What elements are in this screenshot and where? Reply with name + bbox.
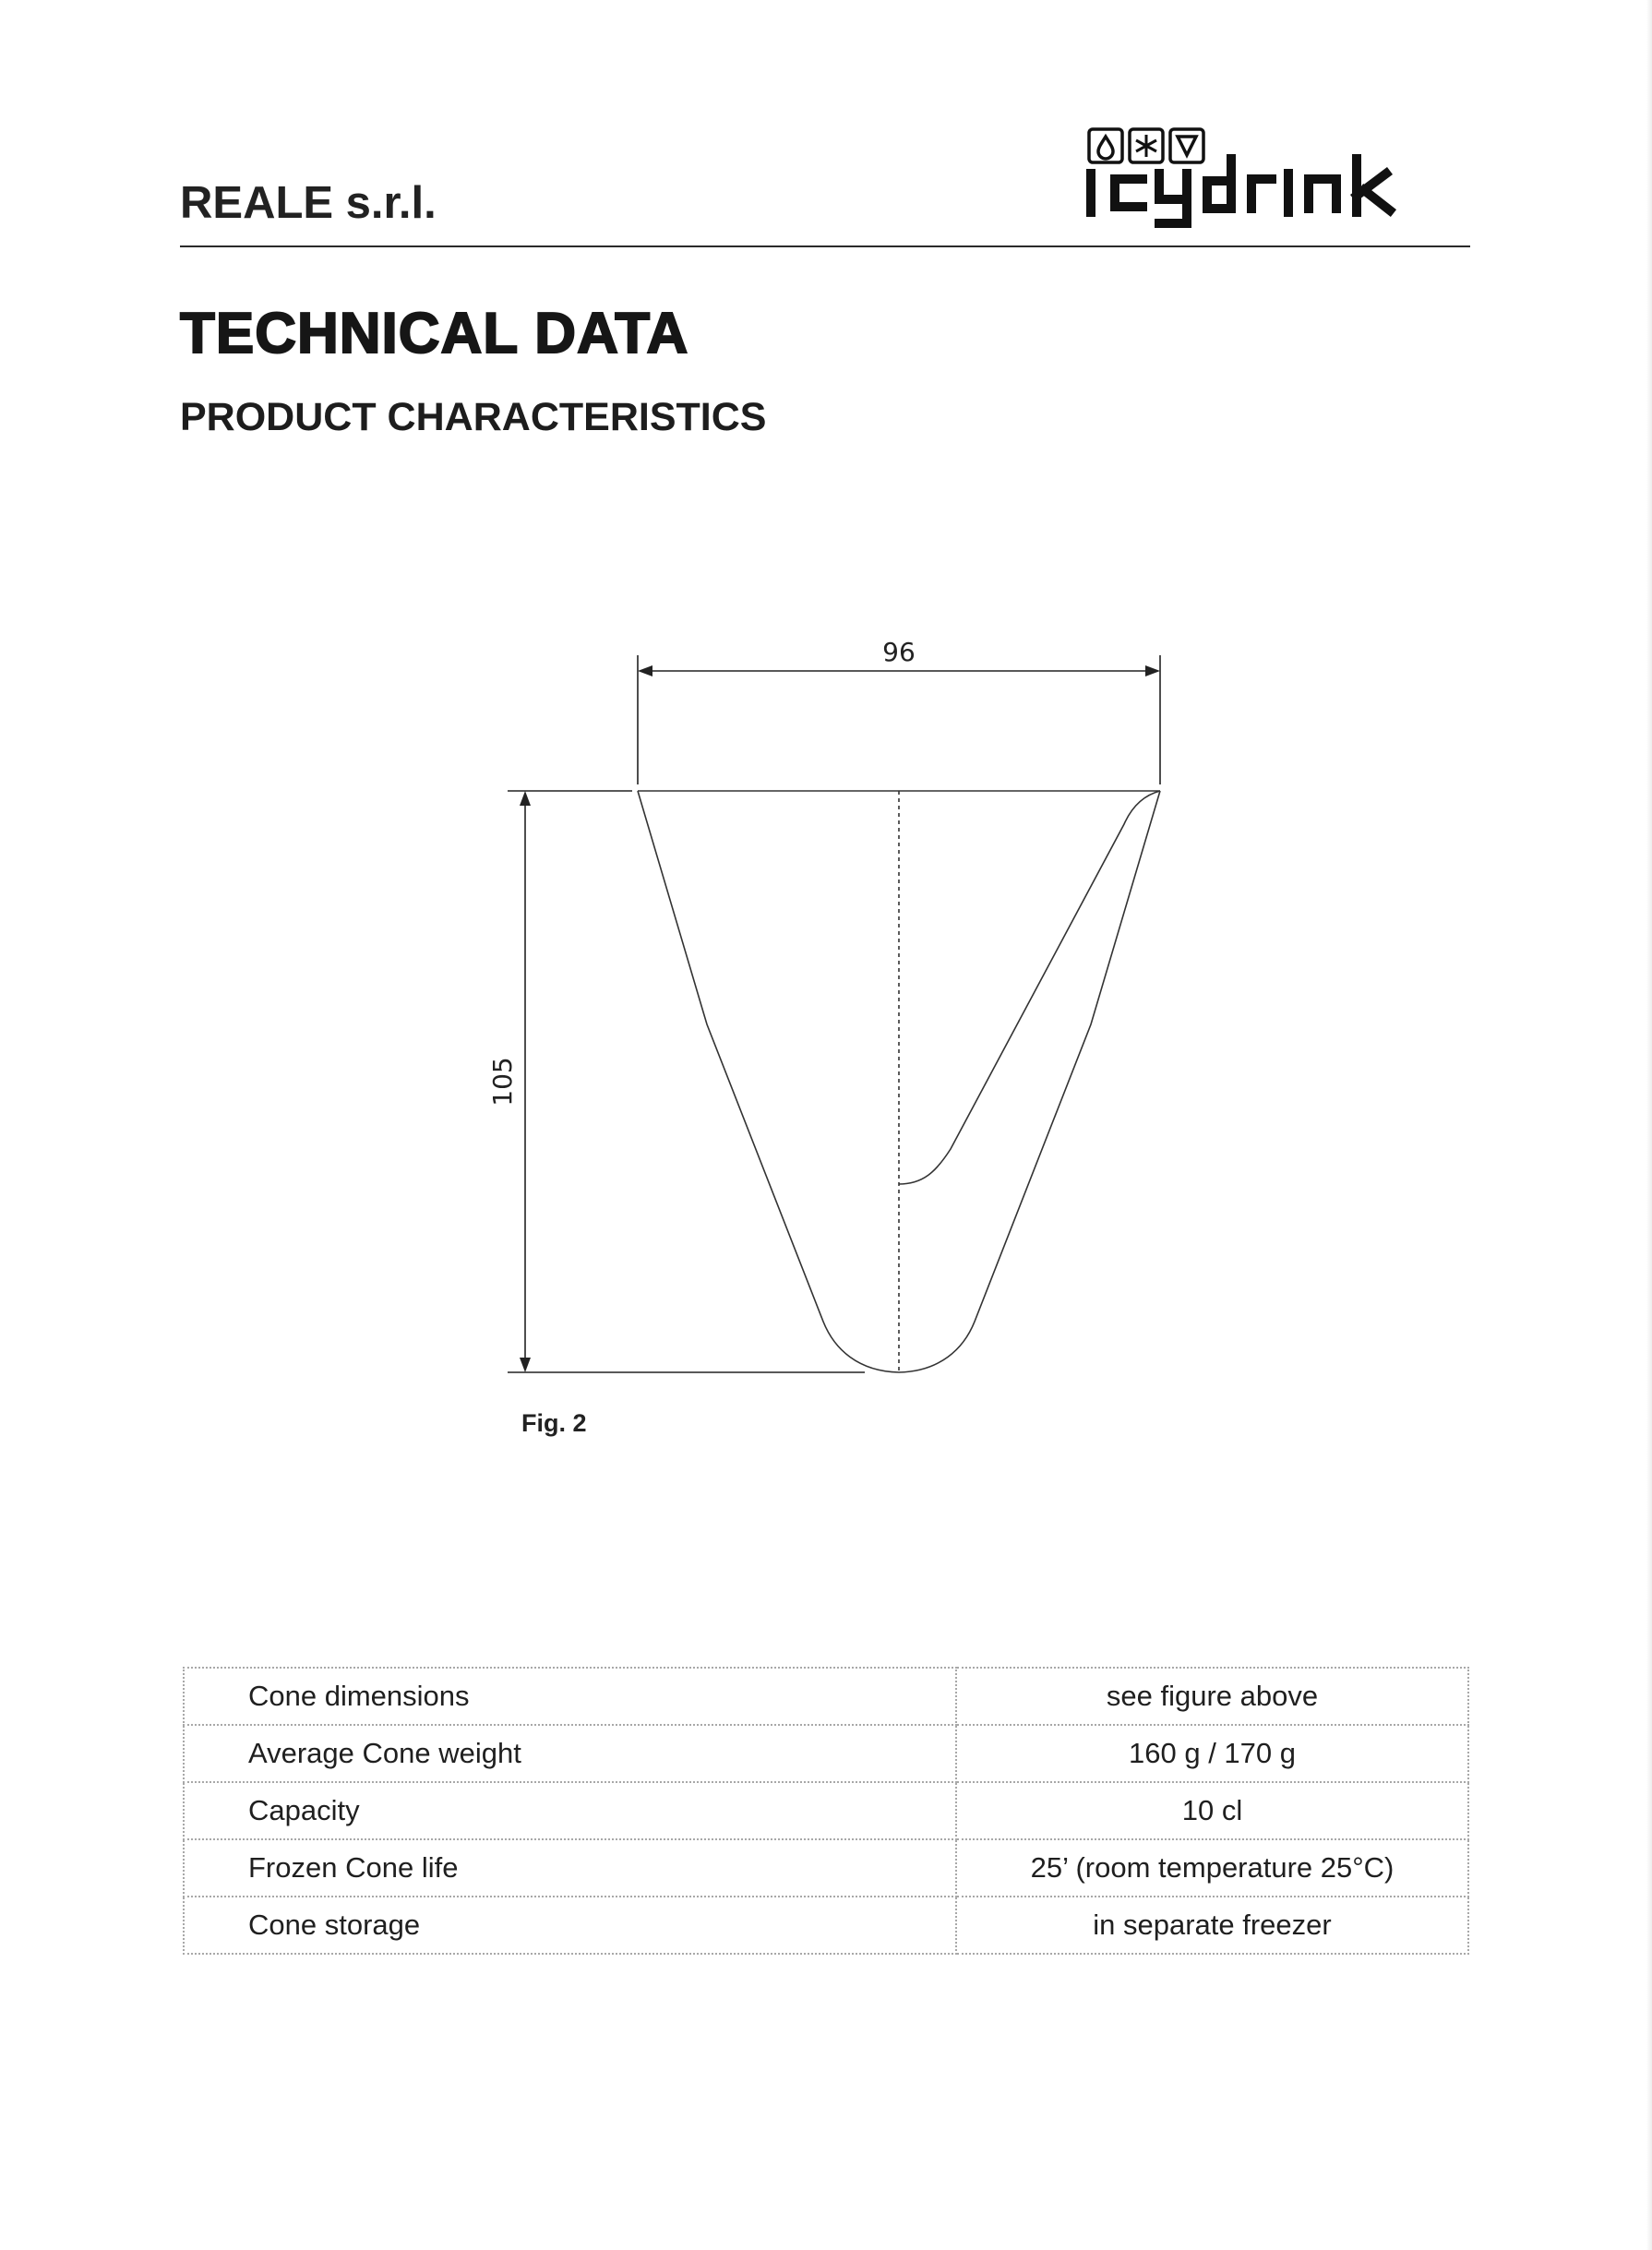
spec-value: 10 cl [956, 1782, 1468, 1839]
spec-value: see figure above [956, 1668, 1468, 1725]
arrow-right-icon [1145, 665, 1160, 676]
page-edge-shadow [1646, 0, 1652, 2250]
spec-label: Frozen Cone life [184, 1839, 956, 1897]
spec-value: in separate freezer [956, 1897, 1468, 1954]
header-divider [180, 245, 1470, 247]
spec-value: 160 g / 170 g [956, 1725, 1468, 1782]
width-label: 96 [882, 637, 916, 667]
spec-value: 25’ (room temperature 25°C) [956, 1839, 1468, 1897]
arrow-left-icon [638, 665, 652, 676]
cone-inner-curve [899, 791, 1160, 1184]
page-title: TECHNICAL DATA [180, 302, 689, 365]
section-subtitle: PRODUCT CHARACTERISTICS [180, 395, 767, 439]
arrow-down-icon [520, 1358, 531, 1372]
cone-dimension-drawing [461, 628, 1218, 1403]
arrow-up-icon [520, 791, 531, 806]
table-row [184, 1839, 1468, 1897]
table-row [184, 1897, 1468, 1954]
figure-caption: Fig. 2 [521, 1409, 587, 1437]
spec-label: Cone dimensions [184, 1668, 956, 1725]
spec-label: Capacity [184, 1782, 956, 1839]
height-label: 105 [487, 1057, 518, 1107]
spec-label: Average Cone weight [184, 1725, 956, 1782]
company-name: REALE s.r.l. [180, 178, 437, 228]
table-row [184, 1668, 1468, 1725]
table-row [184, 1782, 1468, 1839]
table-row [184, 1725, 1468, 1782]
specs-table [183, 1667, 1469, 1955]
cone-left-wall [638, 791, 899, 1372]
icydrink-logo [1082, 122, 1469, 233]
cone-right-wall [899, 791, 1160, 1372]
spec-label: Cone storage [184, 1897, 956, 1954]
